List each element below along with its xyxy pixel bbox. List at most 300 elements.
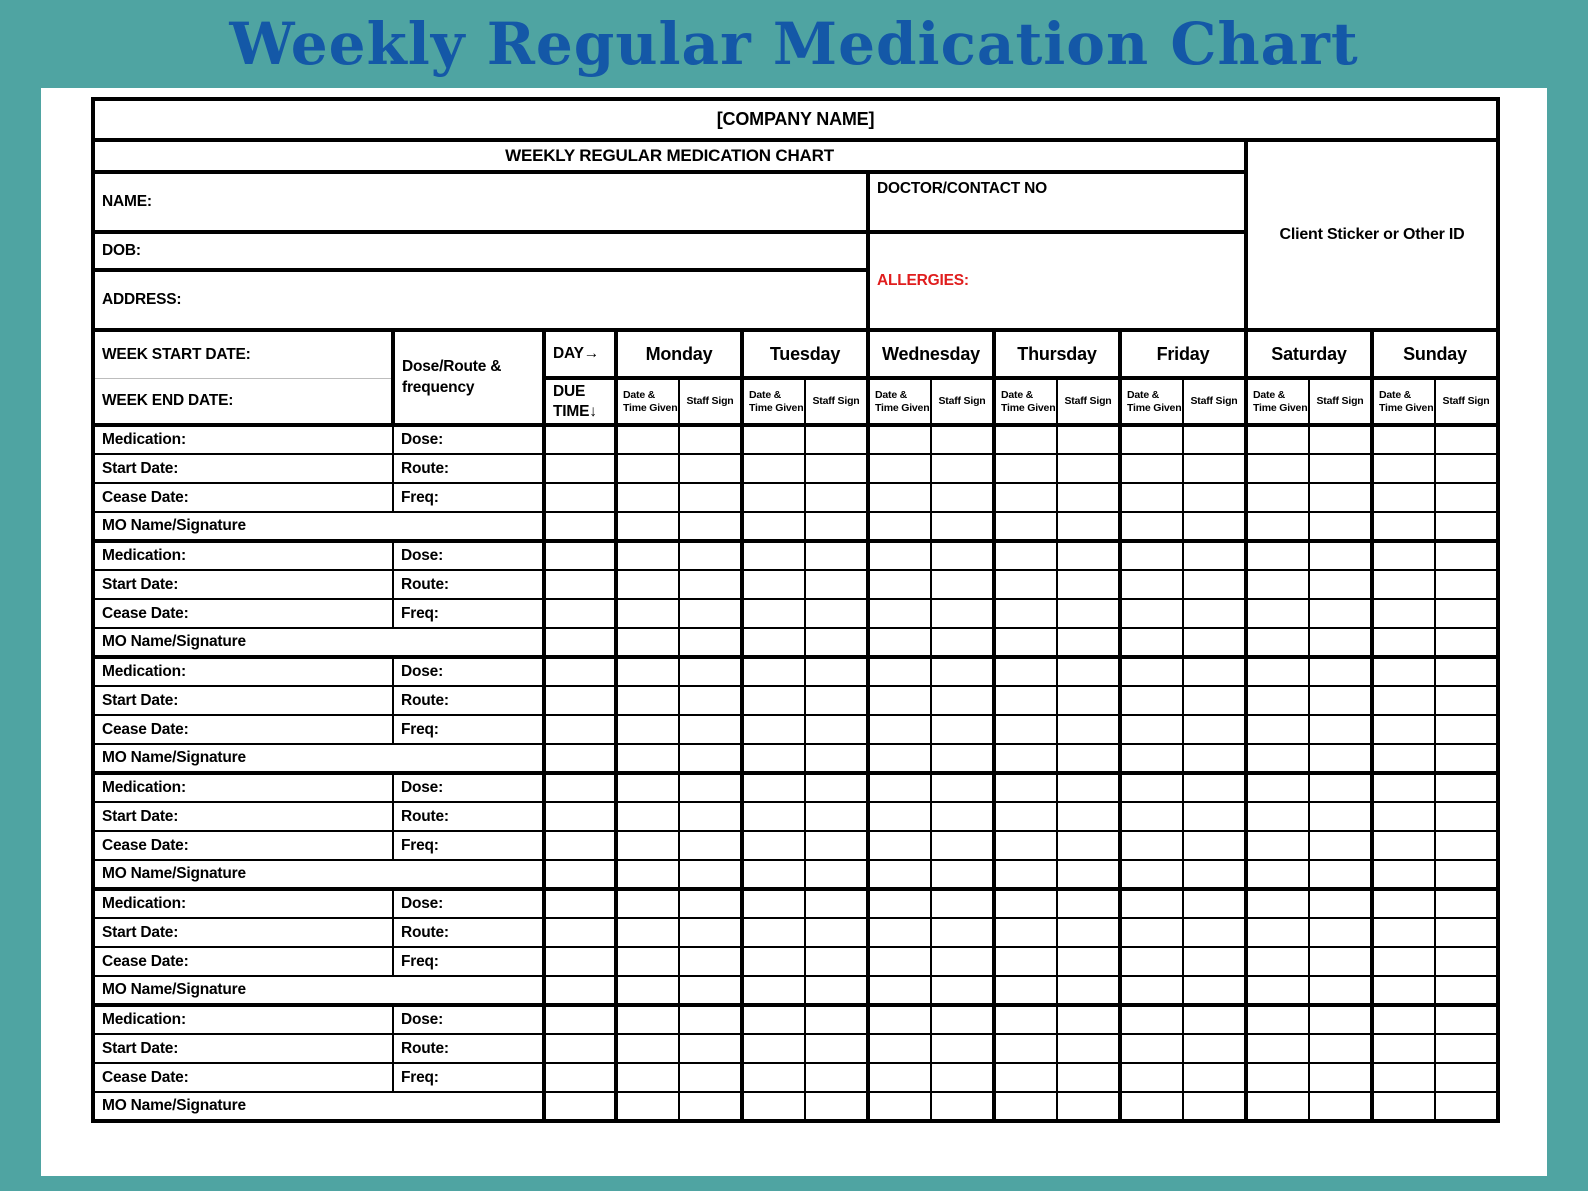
due-time-entry-cell — [544, 802, 616, 831]
date-time-given-entry-cell — [1372, 889, 1435, 918]
chart-heading: WEEKLY REGULAR MEDICATION CHART — [93, 140, 1246, 172]
date-time-given-entry-cell — [994, 744, 1057, 773]
date-time-given-entry-cell — [1120, 628, 1183, 657]
due-time-entry-cell — [544, 541, 616, 570]
staff-sign-entry-cell — [1309, 628, 1372, 657]
date-time-given-entry-cell — [1120, 802, 1183, 831]
staff-sign-entry-cell — [931, 425, 994, 454]
datetime-given-header-saturday: Date & Time Given — [1246, 378, 1309, 425]
staff-sign-entry-cell — [1057, 599, 1120, 628]
date-time-given-entry-cell — [742, 802, 805, 831]
cease-date-row — [93, 715, 1498, 744]
staff-sign-entry-cell — [1057, 831, 1120, 860]
date-time-given-entry-cell — [1372, 715, 1435, 744]
date-time-given-entry-cell — [994, 889, 1057, 918]
staff-sign-entry-cell — [931, 599, 994, 628]
staff-sign-entry-cell — [679, 1092, 742, 1121]
staff-sign-entry-cell — [1309, 889, 1372, 918]
mo-signature-row — [93, 512, 1498, 541]
freq-label: Freq: — [393, 831, 544, 860]
mo-signature-row — [93, 976, 1498, 1005]
date-time-given-entry-cell — [994, 657, 1057, 686]
staff-sign-entry-cell — [931, 454, 994, 483]
staff-sign-entry-cell — [1183, 425, 1246, 454]
date-time-given-entry-cell — [616, 918, 679, 947]
staff-sign-entry-cell — [805, 1005, 868, 1034]
page — [41, 88, 1547, 1176]
route-label: Route: — [393, 570, 544, 599]
date-time-given-entry-cell — [1246, 657, 1309, 686]
date-time-given-entry-cell — [1372, 686, 1435, 715]
dose-label: Dose: — [393, 541, 544, 570]
staff-sign-entry-cell — [1057, 889, 1120, 918]
date-time-given-entry-cell — [994, 1063, 1057, 1092]
staff-sign-entry-cell — [805, 425, 868, 454]
date-time-given-entry-cell — [1246, 1034, 1309, 1063]
date-time-given-entry-cell — [868, 802, 931, 831]
date-time-given-entry-cell — [1372, 947, 1435, 976]
cease-date-label: Cease Date: — [93, 947, 393, 976]
datetime-given-header-sunday: Date & Time Given — [1372, 378, 1435, 425]
staff-sign-entry-cell — [1183, 1034, 1246, 1063]
date-time-given-entry-cell — [742, 541, 805, 570]
staff-sign-entry-cell — [1057, 744, 1120, 773]
date-time-given-entry-cell — [742, 831, 805, 860]
cease-date-label: Cease Date: — [93, 599, 393, 628]
staff-sign-header-tuesday: Staff Sign — [805, 378, 868, 425]
day-pointer-header: DAY→ — [544, 330, 616, 378]
date-time-given-entry-cell — [616, 686, 679, 715]
staff-sign-entry-cell — [805, 947, 868, 976]
staff-sign-entry-cell — [1309, 1063, 1372, 1092]
date-time-given-entry-cell — [742, 744, 805, 773]
staff-sign-entry-cell — [679, 889, 742, 918]
date-time-given-entry-cell — [1120, 715, 1183, 744]
due-time-entry-cell — [544, 657, 616, 686]
date-time-given-entry-cell — [994, 483, 1057, 512]
start-date-label: Start Date: — [93, 570, 393, 599]
date-time-given-entry-cell — [1246, 483, 1309, 512]
staff-sign-header-saturday: Staff Sign — [1309, 378, 1372, 425]
date-time-given-entry-cell — [1372, 599, 1435, 628]
dob-field: DOB: — [93, 232, 868, 270]
date-time-given-entry-cell — [742, 483, 805, 512]
date-time-given-entry-cell — [994, 831, 1057, 860]
route-label: Route: — [393, 918, 544, 947]
date-time-given-entry-cell — [994, 715, 1057, 744]
day-header-thursday: Thursday — [994, 330, 1120, 378]
staff-sign-entry-cell — [1435, 744, 1498, 773]
date-time-given-entry-cell — [616, 570, 679, 599]
staff-sign-entry-cell — [679, 1063, 742, 1092]
staff-sign-entry-cell — [1435, 686, 1498, 715]
staff-sign-entry-cell — [1183, 1092, 1246, 1121]
route-label: Route: — [393, 802, 544, 831]
date-time-given-entry-cell — [1372, 454, 1435, 483]
staff-sign-entry-cell — [1183, 686, 1246, 715]
medication-row — [93, 541, 1498, 570]
staff-sign-entry-cell — [931, 947, 994, 976]
staff-sign-entry-cell — [1057, 483, 1120, 512]
cease-date-row — [93, 831, 1498, 860]
date-time-given-entry-cell — [1120, 1005, 1183, 1034]
date-time-given-entry-cell — [1246, 512, 1309, 541]
due-time-entry-cell — [544, 947, 616, 976]
date-time-given-entry-cell — [868, 454, 931, 483]
start-date-label: Start Date: — [93, 1034, 393, 1063]
date-time-given-entry-cell — [1246, 599, 1309, 628]
staff-sign-entry-cell — [931, 1034, 994, 1063]
due-time-header: DUE TIME↓ — [544, 378, 616, 425]
staff-sign-entry-cell — [805, 570, 868, 599]
staff-sign-entry-cell — [1183, 918, 1246, 947]
mo-name-signature-label: MO Name/Signature — [93, 512, 544, 541]
staff-sign-entry-cell — [1435, 1063, 1498, 1092]
date-time-given-entry-cell — [994, 1034, 1057, 1063]
staff-sign-entry-cell — [1183, 1063, 1246, 1092]
date-time-given-entry-cell — [868, 860, 931, 889]
date-time-given-entry-cell — [868, 512, 931, 541]
staff-sign-entry-cell — [1057, 1092, 1120, 1121]
staff-sign-entry-cell — [1309, 715, 1372, 744]
medication-row — [93, 773, 1498, 802]
cease-date-label: Cease Date: — [93, 715, 393, 744]
staff-sign-entry-cell — [805, 802, 868, 831]
staff-sign-entry-cell — [1183, 831, 1246, 860]
staff-sign-entry-cell — [679, 686, 742, 715]
staff-sign-entry-cell — [1309, 425, 1372, 454]
day-header-tuesday: Tuesday — [742, 330, 868, 378]
cease-date-row — [93, 483, 1498, 512]
week-end-date-field: WEEK END DATE: — [93, 378, 393, 425]
staff-sign-entry-cell — [1435, 599, 1498, 628]
datetime-given-header-thursday: Date & Time Given — [994, 378, 1057, 425]
date-time-given-entry-cell — [1246, 860, 1309, 889]
staff-sign-entry-cell — [679, 454, 742, 483]
date-time-given-entry-cell — [1120, 947, 1183, 976]
staff-sign-entry-cell — [1309, 947, 1372, 976]
staff-sign-entry-cell — [805, 773, 868, 802]
staff-sign-entry-cell — [1435, 541, 1498, 570]
date-time-given-entry-cell — [1246, 744, 1309, 773]
staff-sign-entry-cell — [1309, 1092, 1372, 1121]
staff-sign-entry-cell — [1435, 512, 1498, 541]
date-time-given-entry-cell — [994, 628, 1057, 657]
staff-sign-entry-cell — [805, 744, 868, 773]
staff-sign-entry-cell — [1435, 773, 1498, 802]
staff-sign-entry-cell — [805, 454, 868, 483]
staff-sign-entry-cell — [805, 976, 868, 1005]
due-time-entry-cell — [544, 918, 616, 947]
mo-signature-row — [93, 1092, 1498, 1121]
staff-sign-entry-cell — [679, 976, 742, 1005]
staff-sign-entry-cell — [1057, 918, 1120, 947]
staff-sign-entry-cell — [1435, 889, 1498, 918]
date-time-given-entry-cell — [742, 976, 805, 1005]
date-time-given-entry-cell — [1372, 918, 1435, 947]
staff-sign-entry-cell — [931, 976, 994, 1005]
staff-sign-entry-cell — [1183, 976, 1246, 1005]
date-time-given-entry-cell — [616, 1005, 679, 1034]
date-time-given-entry-cell — [742, 1034, 805, 1063]
day-header-friday: Friday — [1120, 330, 1246, 378]
start-date-row — [93, 454, 1498, 483]
staff-sign-entry-cell — [679, 860, 742, 889]
staff-sign-entry-cell — [1057, 802, 1120, 831]
date-time-given-entry-cell — [742, 425, 805, 454]
date-time-given-entry-cell — [742, 1005, 805, 1034]
staff-sign-entry-cell — [1183, 599, 1246, 628]
staff-sign-entry-cell — [1183, 802, 1246, 831]
staff-sign-entry-cell — [931, 1092, 994, 1121]
due-time-entry-cell — [544, 483, 616, 512]
staff-sign-entry-cell — [1435, 454, 1498, 483]
staff-sign-header-wednesday: Staff Sign — [931, 378, 994, 425]
date-time-given-entry-cell — [868, 541, 931, 570]
staff-sign-entry-cell — [1057, 1034, 1120, 1063]
staff-sign-entry-cell — [1057, 454, 1120, 483]
staff-sign-entry-cell — [679, 628, 742, 657]
date-time-given-entry-cell — [868, 744, 931, 773]
medication-label: Medication: — [93, 1005, 393, 1034]
datetime-given-header-friday: Date & Time Given — [1120, 378, 1183, 425]
date-time-given-entry-cell — [994, 454, 1057, 483]
staff-sign-entry-cell — [1435, 1005, 1498, 1034]
staff-sign-entry-cell — [1057, 512, 1120, 541]
date-time-given-entry-cell — [1120, 889, 1183, 918]
date-time-given-entry-cell — [1372, 773, 1435, 802]
staff-sign-entry-cell — [679, 802, 742, 831]
staff-sign-entry-cell — [679, 715, 742, 744]
staff-sign-entry-cell — [1183, 570, 1246, 599]
mo-name-signature-label: MO Name/Signature — [93, 860, 544, 889]
page-title: Weekly Regular Medication Chart — [229, 10, 1359, 78]
staff-sign-entry-cell — [805, 860, 868, 889]
date-time-given-entry-cell — [616, 831, 679, 860]
date-time-given-entry-cell — [868, 1063, 931, 1092]
due-time-entry-cell — [544, 1034, 616, 1063]
staff-sign-entry-cell — [1309, 831, 1372, 860]
date-time-given-entry-cell — [1246, 715, 1309, 744]
date-time-given-entry-cell — [616, 976, 679, 1005]
date-time-given-entry-cell — [1246, 1092, 1309, 1121]
date-time-given-entry-cell — [742, 773, 805, 802]
date-time-given-entry-cell — [616, 860, 679, 889]
staff-sign-entry-cell — [805, 889, 868, 918]
staff-sign-entry-cell — [1183, 483, 1246, 512]
start-date-row — [93, 570, 1498, 599]
date-time-given-entry-cell — [1246, 976, 1309, 1005]
staff-sign-header-friday: Staff Sign — [1183, 378, 1246, 425]
date-time-given-entry-cell — [1246, 918, 1309, 947]
date-time-given-entry-cell — [1372, 628, 1435, 657]
day-header-sunday: Sunday — [1372, 330, 1498, 378]
staff-sign-entry-cell — [931, 889, 994, 918]
date-time-given-entry-cell — [616, 483, 679, 512]
start-date-label: Start Date: — [93, 686, 393, 715]
freq-label: Freq: — [393, 1063, 544, 1092]
doctor-contact-field: DOCTOR/CONTACT NO — [868, 172, 1246, 232]
staff-sign-entry-cell — [931, 802, 994, 831]
date-time-given-entry-cell — [1372, 1063, 1435, 1092]
staff-sign-header-monday: Staff Sign — [679, 378, 742, 425]
staff-sign-entry-cell — [805, 628, 868, 657]
date-time-given-entry-cell — [994, 512, 1057, 541]
date-time-given-entry-cell — [1372, 541, 1435, 570]
day-header-saturday: Saturday — [1246, 330, 1372, 378]
date-time-given-entry-cell — [616, 715, 679, 744]
date-time-given-entry-cell — [742, 1063, 805, 1092]
staff-sign-entry-cell — [931, 541, 994, 570]
date-time-given-entry-cell — [1246, 802, 1309, 831]
staff-sign-entry-cell — [679, 744, 742, 773]
due-time-entry-cell — [544, 454, 616, 483]
date-time-given-entry-cell — [994, 860, 1057, 889]
staff-sign-entry-cell — [931, 918, 994, 947]
staff-sign-entry-cell — [1309, 570, 1372, 599]
staff-sign-entry-cell — [1057, 686, 1120, 715]
date-time-given-entry-cell — [868, 599, 931, 628]
dose-label: Dose: — [393, 1005, 544, 1034]
date-time-given-entry-cell — [742, 860, 805, 889]
date-time-given-entry-cell — [742, 454, 805, 483]
date-time-given-entry-cell — [1120, 570, 1183, 599]
cease-date-row — [93, 947, 1498, 976]
staff-sign-header-thursday: Staff Sign — [1057, 378, 1120, 425]
due-time-entry-cell — [544, 425, 616, 454]
date-time-given-entry-cell — [1246, 686, 1309, 715]
date-time-given-entry-cell — [616, 425, 679, 454]
date-time-given-entry-cell — [742, 1092, 805, 1121]
date-time-given-entry-cell — [1246, 889, 1309, 918]
mo-signature-row — [93, 628, 1498, 657]
date-time-given-entry-cell — [868, 831, 931, 860]
staff-sign-entry-cell — [679, 831, 742, 860]
staff-sign-entry-cell — [1183, 1005, 1246, 1034]
date-time-given-entry-cell — [1372, 831, 1435, 860]
staff-sign-entry-cell — [1057, 715, 1120, 744]
due-time-entry-cell — [544, 860, 616, 889]
staff-sign-entry-cell — [679, 425, 742, 454]
date-time-given-entry-cell — [1120, 657, 1183, 686]
staff-sign-entry-cell — [805, 1092, 868, 1121]
staff-sign-entry-cell — [679, 918, 742, 947]
due-time-entry-cell — [544, 831, 616, 860]
mo-name-signature-label: MO Name/Signature — [93, 976, 544, 1005]
staff-sign-entry-cell — [1435, 1034, 1498, 1063]
date-time-given-entry-cell — [868, 425, 931, 454]
medication-row — [93, 425, 1498, 454]
date-time-given-entry-cell — [994, 773, 1057, 802]
route-label: Route: — [393, 1034, 544, 1063]
date-time-given-entry-cell — [1246, 628, 1309, 657]
date-time-given-entry-cell — [1372, 425, 1435, 454]
route-label: Route: — [393, 686, 544, 715]
date-time-given-entry-cell — [616, 773, 679, 802]
staff-sign-entry-cell — [679, 657, 742, 686]
date-time-given-entry-cell — [742, 512, 805, 541]
date-time-given-entry-cell — [742, 889, 805, 918]
date-time-given-entry-cell — [868, 889, 931, 918]
date-time-given-entry-cell — [868, 918, 931, 947]
medication-label: Medication: — [93, 541, 393, 570]
staff-sign-entry-cell — [1057, 1063, 1120, 1092]
date-time-given-entry-cell — [868, 976, 931, 1005]
staff-sign-entry-cell — [1183, 454, 1246, 483]
staff-sign-entry-cell — [805, 831, 868, 860]
title-banner — [0, 0, 1588, 88]
date-time-given-entry-cell — [868, 483, 931, 512]
cease-date-label: Cease Date: — [93, 1063, 393, 1092]
dose-route-frequency-header: Dose/Route & frequency — [393, 330, 544, 425]
medication-grid-body — [93, 425, 1498, 1121]
datetime-given-header-tuesday: Date & Time Given — [742, 378, 805, 425]
date-time-given-entry-cell — [616, 889, 679, 918]
date-time-given-entry-cell — [868, 773, 931, 802]
staff-sign-entry-cell — [679, 541, 742, 570]
datetime-given-header-wednesday: Date & Time Given — [868, 378, 931, 425]
mo-name-signature-label: MO Name/Signature — [93, 1092, 544, 1121]
date-time-given-entry-cell — [1120, 860, 1183, 889]
date-time-given-entry-cell — [868, 628, 931, 657]
date-time-given-entry-cell — [616, 512, 679, 541]
staff-sign-entry-cell — [1435, 831, 1498, 860]
due-time-entry-cell — [544, 1005, 616, 1034]
allergies-field: ALLERGIES: — [868, 232, 1246, 330]
staff-sign-entry-cell — [679, 1005, 742, 1034]
datetime-given-header-monday: Date & Time Given — [616, 378, 679, 425]
due-time-entry-cell — [544, 686, 616, 715]
staff-sign-entry-cell — [679, 483, 742, 512]
staff-sign-entry-cell — [1183, 628, 1246, 657]
route-label: Route: — [393, 454, 544, 483]
staff-sign-entry-cell — [679, 947, 742, 976]
date-time-given-entry-cell — [1120, 686, 1183, 715]
cease-date-row — [93, 1063, 1498, 1092]
staff-sign-entry-cell — [1183, 715, 1246, 744]
staff-sign-entry-cell — [1057, 425, 1120, 454]
staff-sign-entry-cell — [1435, 947, 1498, 976]
date-time-given-entry-cell — [742, 599, 805, 628]
medication-label: Medication: — [93, 889, 393, 918]
staff-sign-entry-cell — [1435, 918, 1498, 947]
date-time-given-entry-cell — [1372, 744, 1435, 773]
date-time-given-entry-cell — [1372, 802, 1435, 831]
dose-label: Dose: — [393, 657, 544, 686]
date-time-given-entry-cell — [1246, 773, 1309, 802]
due-time-entry-cell — [544, 1063, 616, 1092]
staff-sign-entry-cell — [1183, 889, 1246, 918]
date-time-given-entry-cell — [1246, 1063, 1309, 1092]
date-time-given-entry-cell — [1120, 1034, 1183, 1063]
date-time-given-entry-cell — [742, 947, 805, 976]
staff-sign-entry-cell — [931, 512, 994, 541]
mo-signature-row — [93, 860, 1498, 889]
staff-sign-entry-cell — [1435, 483, 1498, 512]
staff-sign-entry-cell — [1057, 860, 1120, 889]
date-time-given-entry-cell — [616, 802, 679, 831]
date-time-given-entry-cell — [994, 976, 1057, 1005]
date-time-given-entry-cell — [1120, 512, 1183, 541]
medication-row — [93, 1005, 1498, 1034]
date-time-given-entry-cell — [1120, 1092, 1183, 1121]
date-time-given-entry-cell — [742, 686, 805, 715]
date-time-given-entry-cell — [742, 918, 805, 947]
staff-sign-entry-cell — [931, 686, 994, 715]
staff-sign-entry-cell — [1057, 976, 1120, 1005]
freq-label: Freq: — [393, 599, 544, 628]
date-time-given-entry-cell — [1372, 570, 1435, 599]
